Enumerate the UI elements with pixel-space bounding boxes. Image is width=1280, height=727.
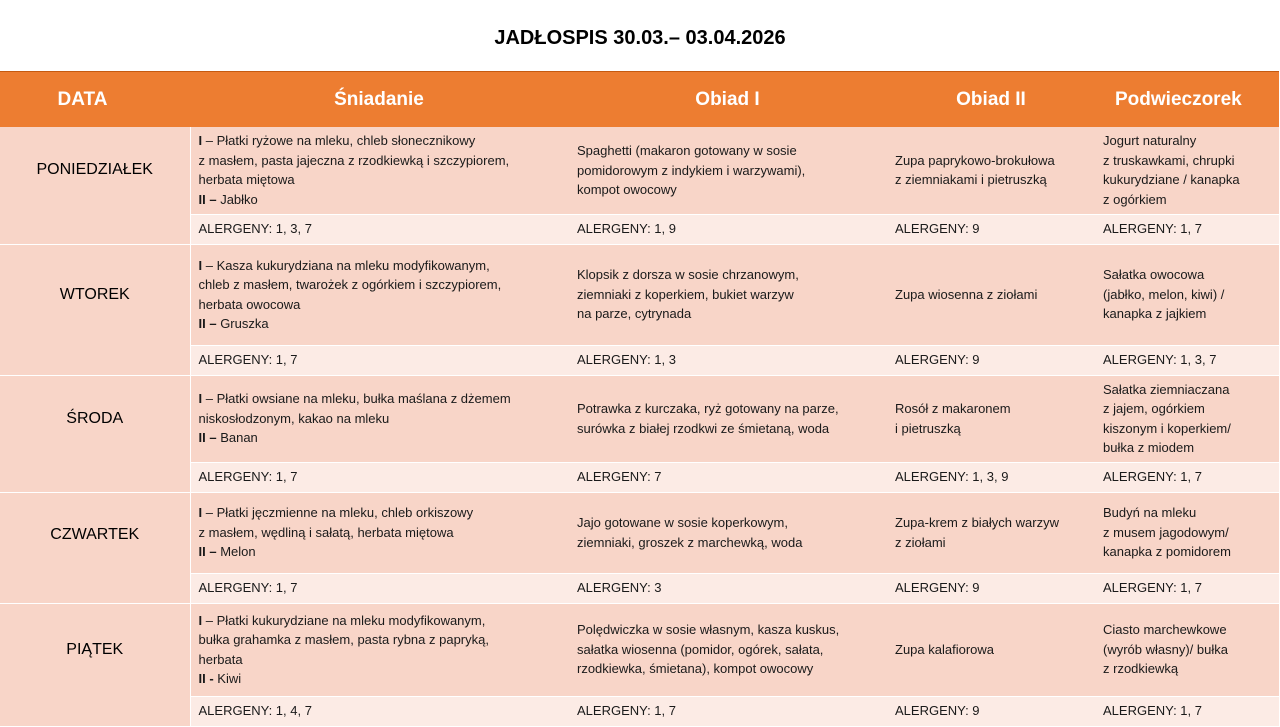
snack-line: kanapka z jajkiem — [1103, 306, 1207, 322]
snack-line: Sałatka owocowa — [1103, 267, 1205, 283]
allergen-snack: ALERGENY: 1, 7 — [1095, 696, 1279, 726]
allergen-lunch2: ALERGENY: 9 — [887, 573, 1095, 603]
lunch1-line: kompot owocowy — [577, 182, 677, 197]
snack-line: kukurydziane / kanapka — [1103, 172, 1240, 188]
lunch1-cell — [568, 244, 887, 345]
lunch2-cell — [887, 244, 1095, 345]
allergen-lunch1: ALERGENY: 1, 7 — [568, 696, 887, 726]
day-cell — [0, 244, 190, 375]
lunch1-line: Polędwiczka w sosie własnym, kasza kuskus, — [577, 622, 840, 638]
allergen-row-friday — [0, 696, 1279, 726]
breakfast-line: I – Płatki owsiane na mleku, bułka maślana z dżemem — [198, 391, 511, 407]
day-name: CZWARTEK — [50, 525, 140, 543]
snack-cell — [1095, 492, 1279, 573]
breakfast-line: I – Płatki ryżowe na mleku, chleb słonecznikowy — [198, 133, 476, 149]
snack-line: Budyń na mleku — [1103, 505, 1197, 521]
breakfast-line: I – Płatki kukurydziane na mleku modyfikowanym, — [198, 612, 486, 628]
allergen-lunch1: ALERGENY: 1, 9 — [568, 214, 887, 244]
allergen-lunch1: ALERGENY: 3 — [568, 573, 887, 603]
allergen-breakfast: ALERGENY: 1, 7 — [190, 462, 568, 492]
allergen-breakfast: ALERGENY: 1, 3, 7 — [190, 214, 568, 244]
day-name: PIĄTEK — [66, 640, 124, 658]
lunch1-line: Spaghetti (makaron gotowany w sosie — [577, 143, 797, 158]
breakfast-cell — [190, 127, 568, 214]
lunch2-line: z ziołami — [895, 534, 946, 550]
meal-row-tuesday — [0, 244, 1279, 345]
lunch1-line: Klopsik z dorsza w sosie chrzanowym, — [577, 267, 799, 283]
allergen-breakfast: ALERGENY: 1, 4, 7 — [190, 696, 568, 726]
allergen-row-thursday — [0, 573, 1279, 603]
day-name: ŚRODA — [66, 409, 124, 427]
meal-row-friday — [0, 603, 1279, 696]
lunch2-line: Zupa-krem z białych warzyw — [895, 515, 1059, 530]
day-name: WTOREK — [59, 285, 130, 303]
snack-line: Sałatka ziemniaczana — [1103, 381, 1230, 397]
lunch1-line: ziemniaki z koperkiem, bukiet warzyw — [577, 286, 794, 302]
day-cell — [0, 375, 190, 492]
lunch2-line: Zupa wiosenna z ziołami — [895, 286, 1038, 302]
snack-cell — [1095, 375, 1279, 462]
breakfast-line: I – Płatki jęczmienne na mleku, chleb orkiszowy — [198, 505, 474, 521]
lunch1-line: surówka z białej rzodkwi ze śmietaną, woda — [577, 420, 830, 436]
snack-cell — [1095, 603, 1279, 696]
header-podwieczorek: Podwieczorek — [1095, 72, 1279, 128]
snack-line: (wyrób własny)/ bułka — [1103, 641, 1228, 657]
snack-cell — [1095, 244, 1279, 345]
allergen-lunch1: ALERGENY: 7 — [568, 462, 887, 492]
lunch1-cell — [568, 127, 887, 214]
snack-cell — [1095, 127, 1279, 214]
page-title: JADŁOSPIS 30.03.– 03.04.2026 — [494, 27, 786, 49]
breakfast-line: herbata miętowa — [198, 172, 295, 188]
allergen-snack: ALERGENY: 1, 7 — [1095, 214, 1279, 244]
lunch1-line: ziemniaki, groszek z marchewką, woda — [577, 534, 803, 550]
allergen-snack: ALERGENY: 1, 3, 7 — [1095, 345, 1279, 375]
breakfast-line: chleb z masłem, twarożek z ogórkiem i szczypiorem, — [198, 277, 502, 292]
header-obiad-2: Obiad II — [887, 72, 1095, 128]
breakfast-cell — [190, 375, 568, 462]
lunch2-cell — [887, 127, 1095, 214]
lunch2-line: Rosół z makaronem — [895, 401, 1011, 416]
snack-line: z jajem, ogórkiem — [1103, 401, 1205, 416]
lunch1-line: rzodkiewka, śmietana), kompot owocowy — [577, 661, 814, 677]
lunch1-line: pomidorowym z indykiem i warzywami), — [577, 162, 806, 178]
snack-line: bułka z miodem — [1103, 440, 1195, 455]
breakfast-line: bułka grahamka z masłem, pasta rybna z papryką, — [198, 632, 489, 647]
header-sniadanie: Śniadanie — [190, 72, 568, 128]
lunch1-cell — [568, 375, 887, 462]
allergen-row-wednesday — [0, 462, 1279, 492]
lunch1-cell — [568, 492, 887, 573]
snack-line: z truskawkami, chrupki — [1103, 152, 1235, 168]
breakfast-line: II – Gruszka — [198, 316, 269, 331]
day-cell — [0, 492, 190, 603]
day-cell — [0, 127, 190, 244]
allergen-lunch2: ALERGENY: 9 — [887, 214, 1095, 244]
header-obiad-1: Obiad I — [568, 72, 887, 128]
breakfast-line: II – Banan — [198, 430, 258, 446]
allergen-breakfast: ALERGENY: 1, 7 — [190, 573, 568, 603]
allergen-breakfast: ALERGENY: 1, 7 — [190, 345, 568, 375]
snack-line: z ogórkiem — [1103, 191, 1167, 207]
lunch2-cell — [887, 603, 1095, 696]
day-cell — [0, 603, 190, 726]
breakfast-line: II – Melon — [198, 544, 256, 560]
lunch2-cell — [887, 492, 1095, 573]
lunch2-line: Zupa kalafiorowa — [895, 641, 994, 657]
breakfast-line: II - Kiwi — [198, 671, 242, 686]
breakfast-line: herbata — [198, 651, 243, 667]
allergen-snack: ALERGENY: 1, 7 — [1095, 573, 1279, 603]
breakfast-line: z masłem, wędliną i sałatą, herbata miętowa — [198, 524, 454, 540]
breakfast-line: II – Jabłko — [198, 191, 258, 207]
breakfast-line: z masłem, pasta jajeczna z rzodkiewką i szczypiorem, — [198, 152, 510, 168]
header-row — [0, 72, 1279, 128]
snack-line: z rzodkiewką — [1103, 661, 1179, 677]
breakfast-cell — [190, 492, 568, 573]
lunch1-line: Potrawka z kurczaka, ryż gotowany na parze, — [577, 401, 839, 416]
snack-line: z musem jagodowym/ — [1103, 524, 1229, 540]
header-data: DATA — [0, 72, 190, 128]
lunch1-cell — [568, 603, 887, 696]
snack-line: (jabłko, melon, kiwi) / — [1103, 286, 1225, 302]
breakfast-line: I – Kasza kukurydziana na mleku modyfikowanym, — [198, 257, 490, 273]
breakfast-cell — [190, 244, 568, 345]
snack-line: Jogurt naturalny — [1103, 133, 1197, 149]
snack-line: Ciasto marchewkowe — [1103, 622, 1227, 638]
snack-line: kanapka z pomidorem — [1103, 544, 1231, 560]
allergen-lunch2: ALERGENY: 9 — [887, 696, 1095, 726]
lunch1-line: sałatka wiosenna (pomidor, ogórek, sałata, — [577, 641, 824, 657]
menu-table — [0, 71, 1279, 727]
lunch2-line: Zupa paprykowo-brokułowa — [895, 152, 1055, 168]
lunch2-line: z ziemniakami i pietruszką — [895, 172, 1047, 188]
meal-row-monday — [0, 127, 1279, 214]
meal-row-thursday — [0, 492, 1279, 573]
allergen-lunch1: ALERGENY: 1, 3 — [568, 345, 887, 375]
breakfast-line: herbata owocowa — [198, 296, 301, 312]
lunch2-line: i pietruszką — [895, 420, 961, 436]
lunch2-cell — [887, 375, 1095, 462]
allergen-lunch2: ALERGENY: 1, 3, 9 — [887, 462, 1095, 492]
allergen-row-tuesday — [0, 345, 1279, 375]
allergen-snack: ALERGENY: 1, 7 — [1095, 462, 1279, 492]
allergen-row-monday — [0, 214, 1279, 244]
allergen-lunch2: ALERGENY: 9 — [887, 345, 1095, 375]
lunch1-line: na parze, cytrynada — [577, 306, 692, 322]
breakfast-line: niskosłodzonym, kakao na mleku — [198, 410, 390, 426]
lunch1-line: Jajo gotowane w sosie koperkowym, — [577, 515, 788, 530]
meal-row-wednesday — [0, 375, 1279, 462]
snack-line: kiszonym i koperkiem/ — [1103, 420, 1231, 436]
breakfast-cell — [190, 603, 568, 696]
day-name: PONIEDZIAŁEK — [36, 160, 153, 178]
